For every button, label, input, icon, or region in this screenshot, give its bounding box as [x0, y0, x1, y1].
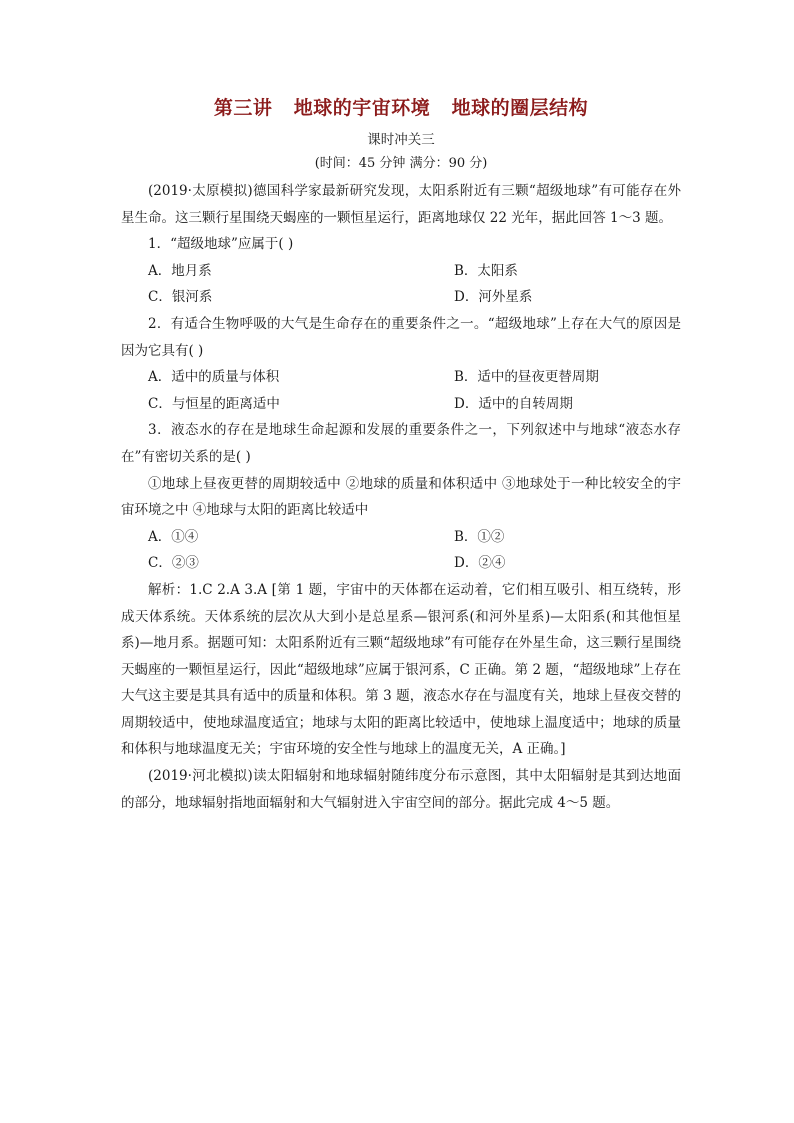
- question-3-stem: 3．液态水的存在是地球生命起源和发展的重要条件之一，下列叙述中与地球“液态水存在”有密切关系的是( ): [121, 422, 681, 465]
- page-title: 第三讲 地球的宇宙环境 地球的圈层结构: [213, 97, 589, 119]
- option-b: B．太阳系: [454, 262, 518, 279]
- question-1-stem: 1．“超级地球”应属于( ): [148, 236, 294, 253]
- option-a: A．适中的质量与体积: [148, 369, 280, 386]
- option-b: B．①②: [454, 528, 505, 545]
- question-2-options: [121, 364, 681, 417]
- analysis-paragraph: 解析：1.C 2.A 3.A [第 1 题，宇宙中的天体都在运动着，它们相互吸引、相互绕转，形成天体系统。天体系统的层次从大到小是总星系—银河系(和河外星系)—太阳系(和其他恒星系)—地月系。据题可知：太阳系附近有三颗“超级地球”有可能存在外星生命，这三颗行星围绕天蝎座的一颗恒星运行，因此“超级地球”应属于银河系，C 正确。第 2 题，“超级地球”上存在大气这主要是其具有适中的质量和体积。第 3 题，液态水存在与温度有关，地球上昼夜交替的周期较适中，使地球温度适宜；地球与太阳的距离比较适中，使地球上温度适中；地球的质量和体积与地球温度无关；宇宙环境的安全性与地球上的温度无关，A 正确。]: [121, 581, 681, 758]
- option-a: A．地月系: [148, 262, 212, 279]
- document-page: [121, 92, 681, 816]
- question-1-options: [121, 258, 681, 311]
- page-subtitle: 课时冲关三: [367, 132, 435, 148]
- question-3-statements: ①地球上昼夜更替的周期较适中 ②地球的质量和体积适中 ③地球处于一种比较安全的宇宙环境之中 ④地球与太阳的距离比较适中: [121, 475, 681, 519]
- question-2-stem: 2．有适合生物呼吸的大气是生命存在的重要条件之一。“超级地球”上存在大气的原因是因为它具有( ): [121, 315, 681, 359]
- option-d: D．适中的自转周期: [454, 395, 573, 412]
- option-c: C．②③: [148, 555, 199, 572]
- option-b: B．适中的昼夜更替周期: [454, 369, 599, 386]
- option-c: C．银河系: [148, 289, 213, 306]
- option-d: D．河外星系: [454, 289, 533, 306]
- intro-paragraph-2: (2019·河北模拟)读太阳辐射和地球辐射随纬度分布示意图，其中太阳辐射是其到达地面的部分，地球辐射指地面辐射和大气辐射进入宇宙空间的部分。据此完成 4～5 题。: [121, 768, 681, 811]
- intro-paragraph-1: (2019·太原模拟)德国科学家最新研究发现，太阳系附近有三颗“超级地球”有可能存在外星生命。这三颗行星围绕天蝎座的一颗恒星运行，距离地球仅 22 光年，据此回答 1～3 题。: [121, 183, 681, 226]
- option-a: A．①④: [148, 528, 199, 545]
- option-c: C．与恒星的距离适中: [148, 395, 280, 412]
- time-info: (时间：45 分钟 满分：90 分): [314, 156, 488, 171]
- question-3-options: [121, 524, 681, 577]
- option-d: D．②④: [454, 555, 506, 572]
